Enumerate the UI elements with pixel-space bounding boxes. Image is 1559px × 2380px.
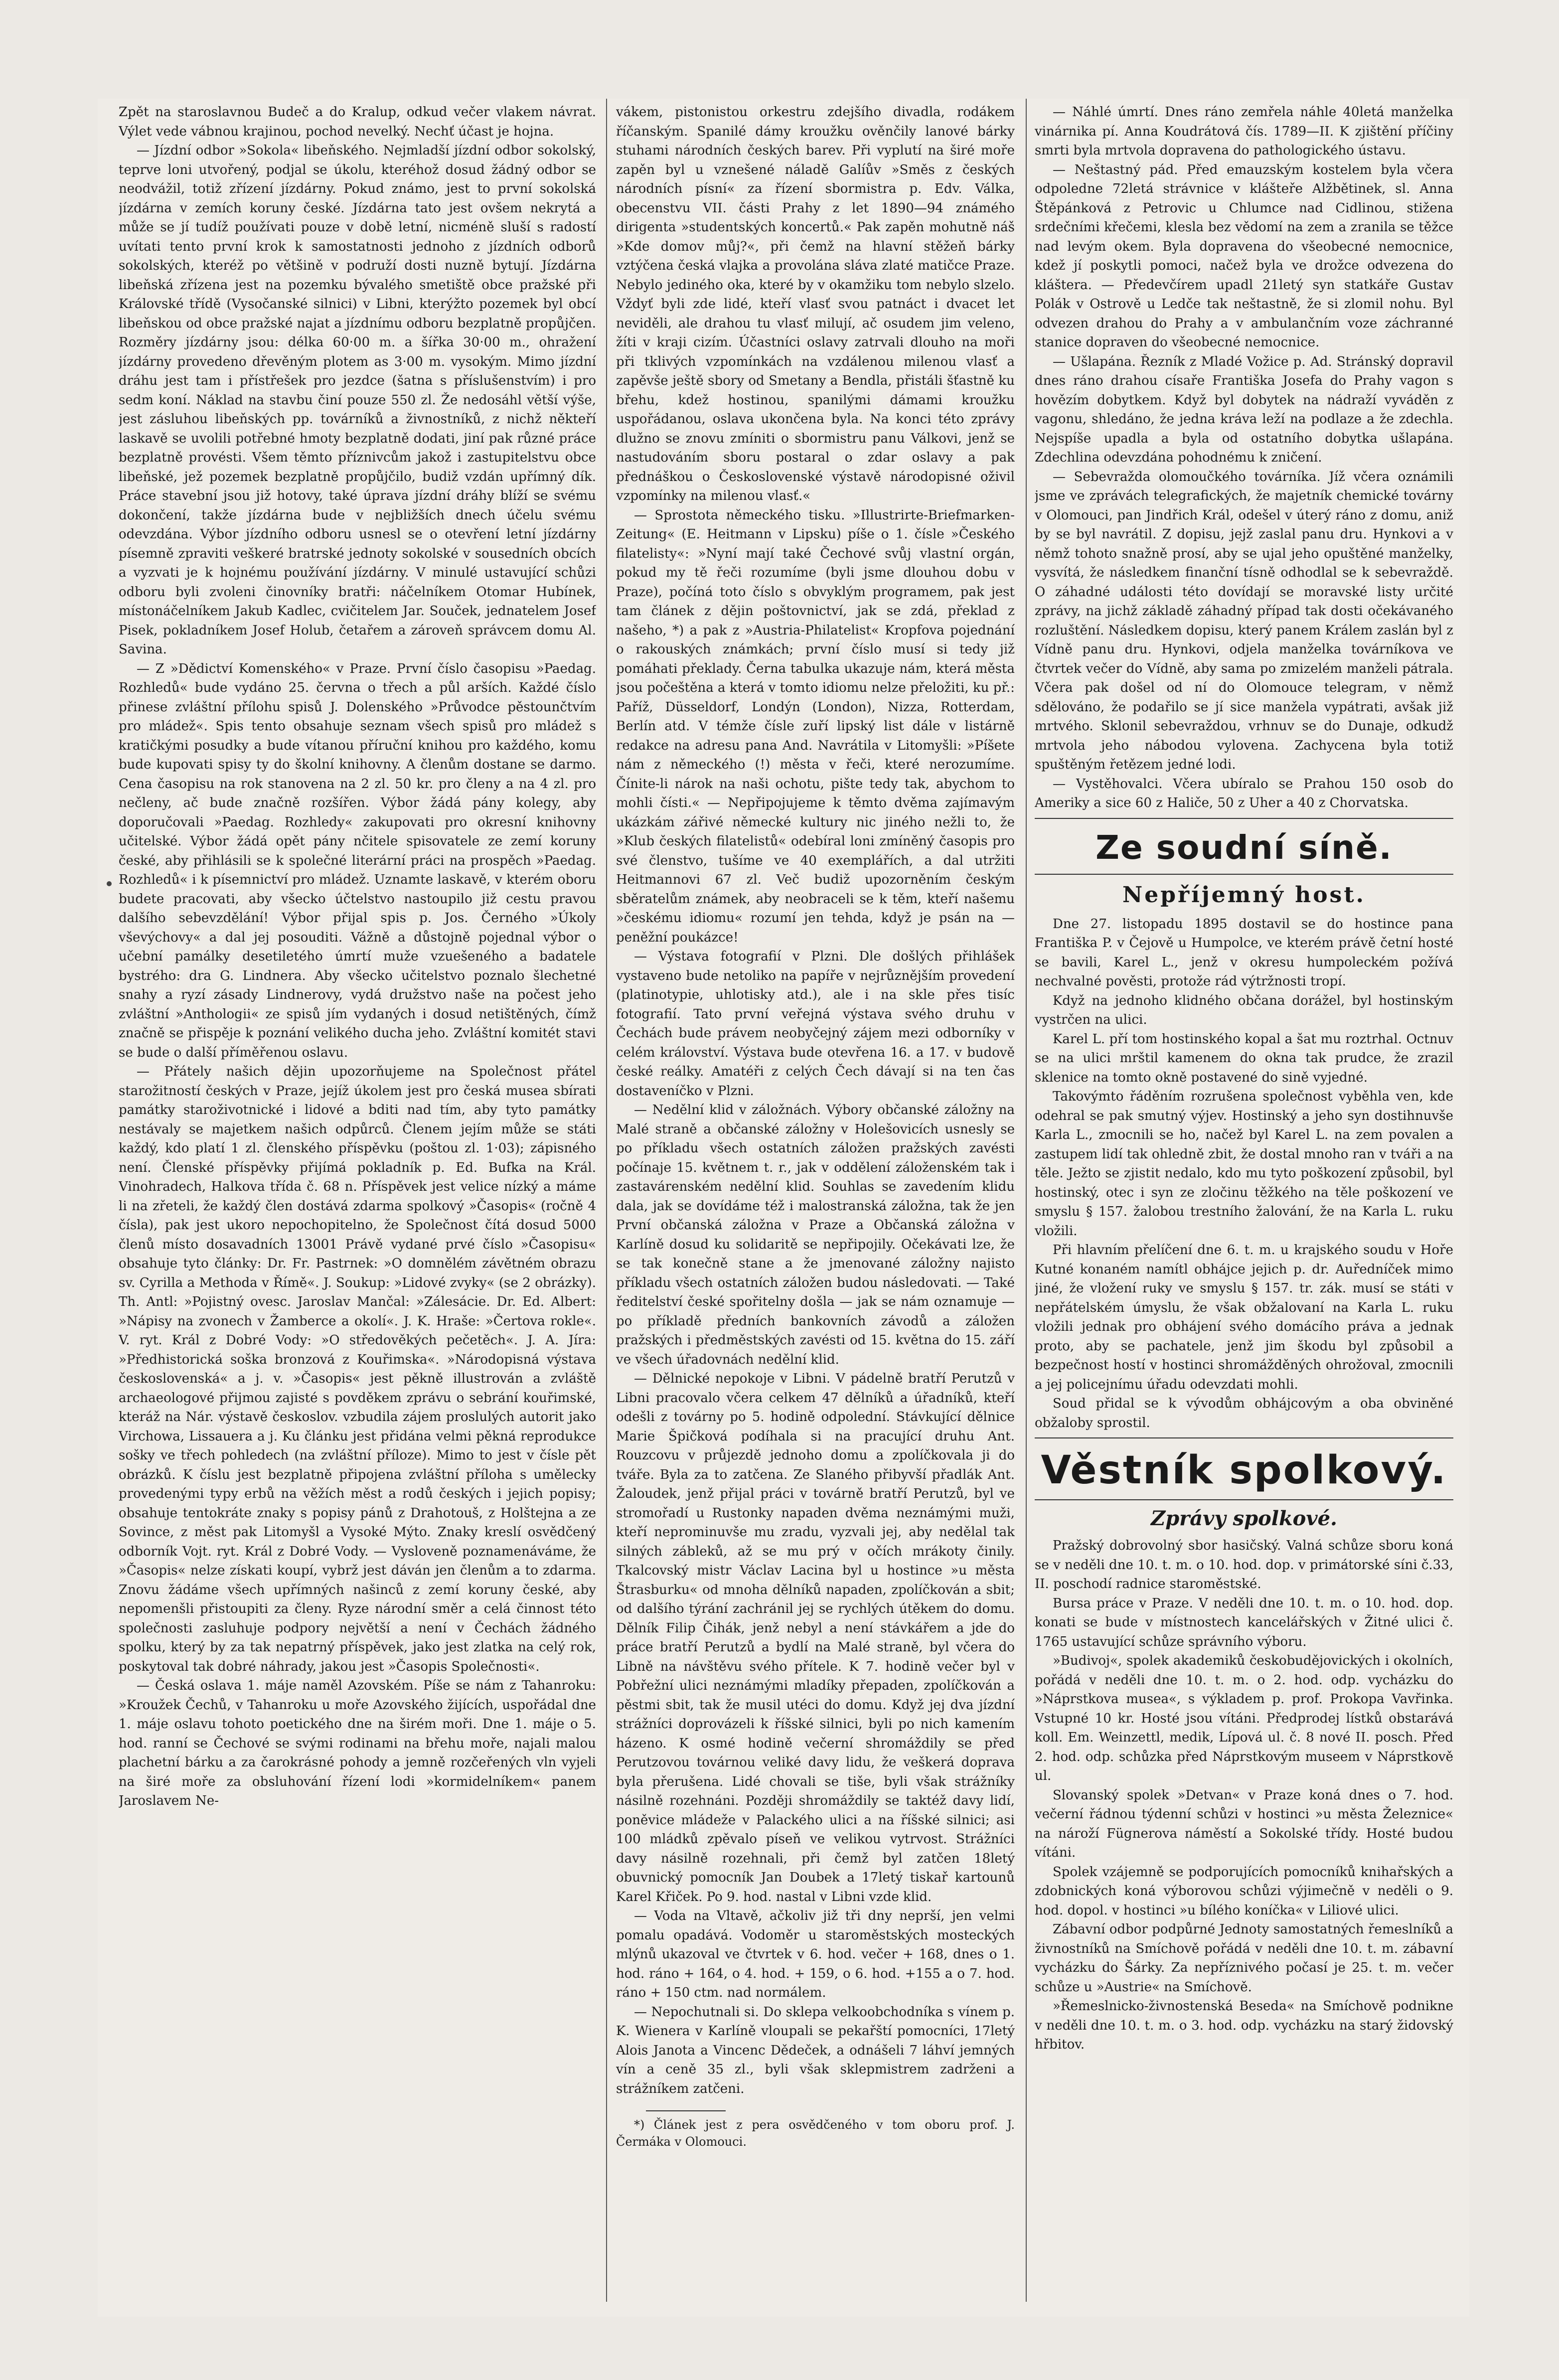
article-text: — Sebevražda olomoučkého továrníka. Jíž včera oznámili jsme ve zprávách telegrafických, že majetník chemické továrny v Olomouci, pan Jindřich Král, odešel v úterý ráno z domu, aniž by se byl navrátil. Z dopisu, jejž zaslal panu dru. Hynkovi a v němž tohoto snažně prosí, aby se ujal jeho opuštěné manželky, vysvítá, že následkem finanční tísně odhodlal se k sebevraždě. O záhadné události této dovídají se moravské listy určité zprávy, na jichž základě záhadný případ tak dosti očekávaného rozluštění. Následkem dopisu, který panem Králem zaslán byl z Vídně panu dru. Hynkovi, odjela manželka továrníkova ve čtvrtek večer do Vídně, aby sama po zmizelém manželi pátrala. Včera pak došel od ní do Olomouce telegram, v němž sdělováno, že podařilo se jí sice manžela vypátrati, avšak již mrtvého. Sklonil sebevraždou, vrhnuv se do Dunaje, odkudž mrtvola jeho nábodou vylovena. Zachycena byla totiž spuštěným řetězem jedné lodi.	[1035, 469, 1453, 772]
article-text: — Česká oslava 1. máje naměl Azovském. Píše se nám z Tahanroku: »Kroužek Čechů, v Tahanroku u moře Azovského žijících, uspořádal dne 1. máje oslavu tohoto poetického dne na širém moři. Dne 1. máje o 5. hod. ranní se Čechové se svými rodinami na břehu moře, najali malou plachetní bárku a za čarokrásné pohody a jemně rozčeřených vln vyjeli na širé moře za obsluhování řízení lodi »kormidelníkem« panem Jaroslavem Ne-	[119, 1678, 596, 1808]
article-text: Při hlavním přelíčení dne 6. t. m. u krajského soudu v Hoře Kutné konaném namítl obhájce jejich p. dr. Auředníček mimo jiné, že vložení ruky ve smyslu § 157. tr. zák. musí se státi v nepřátelském úmyslu, že však obžalovaní na Karla L. ruku vložili jednak pro obhájení svého domácího práva a jednak proto, aby se pachatele, jenž jim škodu byl způsobil a bezpečnost hostí v hostinci shromážděných ohrožoval, zmocnili a jej policejnímu úřadu odevzdati mohli.	[1035, 1243, 1453, 1392]
article-text: — Ušlapána. Řezník z Mladé Vožice p. Ad. Stránský dopravil dnes ráno drahou císaře Františka Josefa do Prahy vagon s hovězím dobytkem. Když byl dobytek na nádraží vyváděn z vagonu, shledáno, že jedna kráva leží na podlaze a že zdechla. Nejspíše upadla a byla od ostatního dobytka ušlapána. Zdechlina odevzdána pohodnému k zničení.	[1035, 354, 1453, 465]
article-text: — Neštastný pád. Před emauzským kostelem byla včera odpoledne 72letá strávnice v klášteře Alžbětinek, sl. Anna Štěpánková z Petrovic u Chlumce nad Cidlinou, stižena srdečními křečemi, klesla bez vědomí na zem a zranila se těžce nad levým okem. Byla dopravena do všeobecné nemocnice, kdež jí poskytli pomoci, načež byla ve drožce odvezena do kláštera. — Předevčírem upadl 21letý syn statkáře Gustav Polák v Ostrově u Ledče tak neštastně, že si zlomil nohu. Byl odvezen drahou do Prahy a v ambulančním voze záchranné stanice dopraven do všeobecné nemocnice.	[1035, 162, 1453, 350]
footnote-rule	[646, 2110, 726, 2111]
article-text: Pražský dobrovolný sbor hasičský. Valná schůze sboru koná se v neděli dne 10. t. m. o 10. hod. dop. v primátorské síni č.33, II. poschodí radnice staroměstské.	[1035, 1538, 1453, 1591]
article-text: Soud přidal se k vývodům obhájcovým a oba obviněné obžaloby sprostil.	[1035, 1396, 1453, 1430]
article-text: — Vystěhovalci. Včera ubíralo se Prahou 150 osob do Ameriky a sice 60 z Haliče, 50 z Uher a 40 z Chorvatska.	[1035, 776, 1453, 810]
article-text: — Dělnické nepokoje v Libni. V pádelně bratří Perutzů v Libni pracovalo včera celkem 47 dělníků a úřadníků, kteří odešli z továrny po 5. hodině odpolední. Stávkující dělnice Marie Špičková podíhala si na pracující druhu Ant. Rouzcovu v průjezdě jednoho domu a zpolíčkovala ji do tváře. Byla za to zatčena. Ze Slaného přibyvší přadlák Ant. Žaloudek, jenž přijal práci v továrně bratří Perutzů, byl ve stromořadí u Rustonky napaden dvěma neznámými muži, kteří neprominuvše mu zradu, vyzvali jej, aby nedělal tak silných zábleků, až se mu prý v očích mrákoty činily. Tkalcovský mistr Václav Lacina byl u hostince »u města Štrasburku« od mnoha dělníků napaden, zpolíčkován a sbit; od dalšího týrání zachránil jej se rychlých útěkem do domu. Dělník Filip Čihák, jenž nebyl a není stávkářem a jde do práce bratří Perutzů a bydlí na Malé straně, byl včera do Libně na návštěvu svého přítele. K 7. hodině večer byl v Pobřežní ulici neznámými mladíky přepaden, zpolíčkován a pěstmi sbit, tak že musil utéci do domu. Když jej dva jízdní strážníci doprovázeli k říšské silnici, byli po nich kamením házeno. K osmé hodině večerní shromáždily se před Perutzovou továrnou veliké davy lidu, že veškerá doprava byla přerušena. Lidé chovali se tiše, byli však strážníky násilně rozehnáni. Později shromáždily se taktéž davy lidí, poněvice mládeže v Palackého ulici a na říšské silnici; asi 100 mládků zpěvalo píseň ve velikou vytrvost. Strážníci davy násilně rozehnali, při čemž byl zatčen 18letý obuvnický pomocník Jan Doubek a 17letý tiskař kartounů Karel Křiček. Po 9. hod. nastal v Libni vzde klid.	[616, 1371, 1015, 1904]
article-text: — Nepochutnali si. Do sklepa velkoobchodníka s vínem p. K. Wienera v Karlíně vloupali se pekařští pomocníci, 17letý Alois Janota a Vincenc Dědeček, a odnášeli 7 láhví jemných vín a ceně 35 zl., byli však sklepmistrem zadrženi a strážníkem zatčeni.	[616, 2004, 1015, 2096]
article-text: — Voda na Vltavě, ačkoliv již tři dny neprší, jen velmi pomalu opadává. Vodoměr u staroměstských mosteckých mlýnů ukazoval ve čtvrtek v 6. hod. večer + 168, dnes o 1. hod. ráno + 164, o 4. hod. + 159, o 6. hod. +155 a o 7. hod. ráno + 150 ctm. nad normálem.	[616, 1908, 1015, 2000]
column-rule-1	[606, 99, 607, 2302]
section-divider	[1035, 818, 1453, 819]
column-rule-2	[1026, 99, 1027, 2302]
column-middle	[616, 103, 1015, 2311]
article-text: Slovanský spolek »Detvan« v Praze koná dnes o 7. hod. večerní řádnou týdenní schůzi v hostinci »u města Železnice« na nároží Fügnerova náměstí a Sokolské třídy. Hosté budou vítáni.	[1035, 1787, 1453, 1860]
article-text: — Přátely našich dějin upozorňujeme na Společnost přátel starožitností českých v Praze, jejíž úkolem jest pro česká musea sbírati památky staroživotnické i lidové a bditi nad tím, aby tyto památky nestávaly se majetkem našich odpůrců. Členem jejím může se státi každý, kdo platí 1 zl. členského příspěvku (poštou zl. 1·03); zápisného není. Členské příspěvky přijímá pokladník p. Ed. Bufka na Král. Vinohradech, Halkova třída č. 68 n. Příspěvek jest velice nízký a máme li na zřeteli, že každý člen dostává zdarma spolkový »Časopis« (ročně 4 čísla), pak jest ukoro nepochopitelno, že Společnost čítá dosud 5000 členů místo dosavadních 13001 Právě vydané prvé číslo »Časopisu« obsahuje tyto články: Dr. Fr. Pastrnek: »O domnělém závětném obrazu sv. Cyrilla a Methoda v Římě«. J. Soukup: »Lidové zvyky« (se 2 obrázky). Th. Antl: »Pojistný ovesс. Jaroslav Mančal: »Zálesácie. Dr. Ed. Albert: »Nápisy na zvonech v Žamberce a okolí«. J. K. Hraše: »Čertova rokle«. V. ryt. Král z Dobré Vody: »O středověkých pečetěch«. J. A. Jíra: »Předhistorická soška bronzová z Kouřimska«. »Národopisná výstava československá« a j. v. »Časopis« jest pěkně illustrován a zvláště archaeologové přijmou zajisté s povděkem zprávu o sebrání kouřimské, kteráž na Nár. výstavě českoslov. vzbudila zájem proslulých autorit jako Virchowa, Lissauera a j. Ku článku jest přidána velmi pěkná reprodukce sošky ve třech pohledech (na zvláštní příloze). Mimo to jest v čísle pět obrázků. K číslu jest bezplatně připojena zvláštní příloha s umělecky provedenými typy erbů na věžích měst a rodů českých i jejich popisy; obsahuje tentokráte znaky s popisy pánů z Drahotouš, z Holštejna a ze Sovince, z měst pak Litomyšl a Vysoké Mýto. Znaky kreslí osvědčený odborník Vojt. ryt. Král z Dobré Vody. — Vysloveně poznamenáváme, že »Časopis« nelze získati koupí, vybrž jest dáván jen členům a to zdarma. Znovu žádáme všech upřímných našinců z zemí koruny české, aby nepomenšli přistoupiti za členy. Ryze národní směr a celá činnost této společnosti zasluhuje podpory největší a není v Čechách žádného spolku, který by za tak nepatrný příspěvek, jako jest zlatka na celý rok, poskytoval tak dobré náhrady, jakou jest »Časopis Společnosti«.	[119, 1064, 596, 1674]
section-divider	[1035, 1437, 1453, 1438]
article-text: Zábavní odbor podpůrné Jednoty samostatných řemeslníků a živnostníků na Smíchově pořádá v neděli dne 10. t. m. zábavní vycházku do Šárky. Za nepříznivého počasí je 25. t. m. večer schůze u »Austrie« na Smíchově.	[1035, 1922, 1453, 1995]
footnote: *) Článek jest z pera osvědčeného v tom oboru prof. J. Čermáka v Olomouci.	[616, 2118, 1015, 2149]
article-text: »Řemeslnicko-živnostenská Beseda« na Smíchově podnikne v neděli dne 10. t. m. o 3. hod. odp. vycházku na starý židovský hřbitov.	[1035, 1999, 1453, 2052]
column-right	[1035, 103, 1453, 2311]
article-text: — Sprostota německého tisku. »Illustrirte-Briefmarken-Zeitung« (E. Heitmann v Lipsku) píše o 1. čísle »Českého filatelisty«: »Nyní mají také Čechové svůj vlastní orgán, pokud my tě řeči rozumíme (byli jsme dlouhou dobu v Praze), počíná toto číslo s obvyklým programem, pak jest tam článek z dějin poštovnictví, jak se zdá, překlad z našeho, *) a pak z »Austria-Philatelist« Kropfova pojednání o rakouských známkách; první číslo musí si tedy již pomáhati překlady. Černa tabulka ukazuje nám, která města jsou počeštěna a která v tomto idiomu nelze přeložiti, ku př.: Paříž, Düsseldorf, Londýn (London), Nizza, Rotterdam, Berlín atd. V témže čísle zuří lipský list dále v listárně redakce na adresu pana And. Navrátila v Litomyšli: »Píšete nám z německého (!) města v řeči, které nerozumíme. Čínite-li nárok na naši ochotu, pište tedy tak, abychom to mohli čísti.« — Nepřipojujeme k těmto dvěma zajímavým ukázkám zářivé německé kultury nic jiného nežli to, že »Klub českých filatelistů« odebíral loni zmíněný časopis pro své členstvo, tušíme ve 40 exemplářích, a dal utržiti Heitmannovi 67 zl. Več budiž upozorněním českým sběratelům známek, aby neobraceli se k těm, kteří našemu »českému idiomu« rozumí jen tehda, když je psán na — peněžní poukázce!	[616, 507, 1015, 945]
article-text: Bursa práce v Praze. V neděli dne 10. t. m. o 10. hod. dop. konati se bude v místnostech kancelářských v Žitné ulici č. 1765 ustavující schůze správního výboru.	[1035, 1595, 1453, 1649]
article-heading: Zprávy spolkové.	[1151, 1507, 1337, 1530]
article-text: Karel L. pří tom hostinského kopal a šat mu roztrhal. Octnuv se na ulici mrštil kamenem do okna tak prudce, že zrazil sklenice na tomto okně postavené do sině vyjedné.	[1035, 1031, 1453, 1085]
section-heading-court: Ze soudní síně.	[1095, 828, 1393, 867]
article-text: Takovýmto řáděním rozrušena společnost vyběhla ven, kde odehral se pak smutný výjev. Hostinský a jeho syn dostihnuvše Karla L., zmocnili se ho, načež byl Karel L. na zem povalen a zastupem lidí tak ohledně zbit, že dostal mnoho ran v tváři a na těle. Ježto se zjistit nedalo, kdo mu tyto poškození způsobil, byl hostinský, otec i syn ze zločinu těžkého na těle poškození ve smyslu § 157. žalobou trestního žalování, že na Karla L. ruku vložili.	[1035, 1089, 1453, 1239]
section-heading-societies: Věstník spolkový.	[1041, 1448, 1447, 1493]
article-text: — Nedělní klid v záložnách. Výbory občanské záložny na Malé straně a občanské záložny v Holešovicích usnesly se po příkladu všech ostatních záložen pražských zavésti počínaje 15. květnem t. r., jak v oddělení záloženském tak i zastavárenském nedělní klid. Souhlas se zavedením klidu dala, jak se dovídáme též i malostranská záložna, tak že jen První občanská záložna v Praze a Občanská záložna v Karlíně dosud ku solidaritě se nepřipojily. Očekávati lze, že se tak konečně stane a že jmenované záložny najisto příkladu všech ostatních záložen budou následovati. — Také ředitelství české spořitelny došla — jak se nám oznamuje — po příkladě předních bankovních závodů a záložen pražských i předměstských zavésti od 15. května do 15. září ve všech úřadovnách nedělní klid.	[616, 1103, 1015, 1367]
section-divider	[1035, 874, 1453, 875]
article-heading: Nepříjemný host.	[1122, 882, 1366, 908]
article-text: Když na jednoho klidného občana dorážel, byl hostinským vystrčen na ulici.	[1035, 993, 1453, 1027]
column-left	[119, 103, 596, 2311]
article-text: — Výstava fotografií v Plzni. Dle došlých přihlášek vystaveno bude netoliko na papíře v nejrůznějším provedení (platinotypie, uhlotisky atd.), ale i na skle přes tisíc fotografií. Tato první veřejná výstava svého druhu v Čechách bude právem neobyčejný zájem mezi odborníky v celém království. Výstava bude otevřena 16. a 17. v budově české reálky. Amatéři z celých Čech dávají si na ten čas dostaveníčko v Plzni.	[616, 949, 1015, 1099]
article-text: »Budivoj«, spolek akademiků českobudějovických i okolních, pořádá v neděli dne 10. t. m. o 2. hod. odp. vycházku do »Náprstkova musea«, s výkladem p. prof. Prokopa Vavřinka. Vstupné 10 kr. Hosté jsou vítáni. Předprodej lístků obstarává koll. Em. Weinzettl, medik, Lípová ul. č. 8 nové II. posch. Před 2. hod. odp. schůzka před Náprstkovým museem v Náprstkově ul.	[1035, 1653, 1453, 1783]
article-text: vákem, pistonistou orkestru zdejšího divadla, rodákem říčanským. Spanilé dámy kroužku ověnčily lanové bárky stuhami národních českých barev. Při vyplutí na širé moře zapěn byl u vznešené náladě Galíův »Směs z českých národních písní« za řízení sbormistra p. Edv. Válka, obecenstvu VII. části Prahy z let 1890—94 známého dirigenta »studentských koncertů.« Pak zapěn mohutně náš »Kde domov můj?«, při čemž na hlavní stěžeň bárky vztýčena česká vlajka a provolána sláva zlaté matičce Praze. Nebylo jediného oka, které by v okamžiku tom nebylo slzelo. Vždyť byli zde lidé, kteří vlasť svou patnáct i dvacet let neviděli, ale drahou tu vlasť milují, ač osudem jim velenо, žíti v kraji cizím. Účastníci oslavy zatrvali dlouho na moři při tklivých vzpomínkách na vzdálenou milenou vlasť a zapěvše ještě sbory od Smetany a Bendla, přistáli šťastně ku břehu, kdež hostinou, spanilými dámami kroužku uspořádanou, oslava ukončena byla. Na konci této zprávy dlužno se znovu zmíniti o sbormistru panu Válkovi, jenž se nastudováním sboru postaral o zdar oslavy a pak přednáškou o Československé výstavě národopisné oživil vzpomínky na milenou vlasť.«	[616, 105, 1015, 503]
article-text: — Z »Dědictví Komenského« v Praze. První číslo časopisu »Paedag. Rozhledů« bude vydáno 25. června o třech a půl arších. Každé číslo přinese zvláštní přílohu spisů J. Dolenského »Průvodce pěstounčtvím pro mládež«. Spis tento obsahuje seznam všech spisů pro mládež s kratičkými posudky a bude vítanou příruční knihou pro každého, komu bude kupovati spisy ty do školní knihovny. A členům dostane se darmo. Cena časopisu na rok stanovena na 2 zl. 50 kr. pro členy a na 4 zl. pro nečleny, ač bude značně rozšířen. Výbor žádá pány kolegy, aby doporučovali »Paedag. Rozhledy« zakupovati pro okresní knihovny učitelské. Výbor žádá opět pány nčitele spisovatele ze zemí koruny české, aby přihlásili se k společné literární práci na prospěch »Paedag. Rozhledů« i k písemnictví pro mládež. Uznamte laskavě, v kterém oboru budete pracovati, aby všecko účtelstvo nastoupilo již cestu pravou dalšího sebevzdělání! Výbor přijal spis p. Jos. Černého »Úkoly vševýchovy« a dal jej posouditi. Vážně a důstojně pojednal výbor o učební pamálky desetiletého úmrtí muže vzuešeného a badatele bystrého: dra G. Lindnera. Aby všecko učitelstvo poznalo šlechetné snahy a ryzí zásady Lindnerovy, vydá družstvo naše na počest jeho zvláštní »Anthologii« ze spisů jím vydaných i dosud netištěných, čímž značně se přispěje k poznání velikého ducha jeho. Zvláštní komitét stavi se bude o další příměřenou oslavu.	[119, 661, 596, 1060]
article-text: Zpět na staroslavnou Budeč a do Kralup, odkud večer vlakem návrat. Výlet vede vábnou krajinou, pochod nevelký. Nechť účast je hojna.	[119, 105, 596, 139]
ink-dot	[107, 881, 112, 886]
section-divider	[1035, 1499, 1453, 1500]
newspaper-page	[98, 99, 1469, 2317]
article-text: Dne 27. listopadu 1895 dostavil se do hostince pana Františka P. v Čejově u Humpolce, ve kterém právě četní hosté se bavili, Karel L., jenž v okresu humpoleckém požívá nechvalné pověsti, protože rád výtržnosti tropí.	[1035, 916, 1453, 989]
article-text: Spolek vzájemně se podporujících pomocníků knihařských a zdobnických koná výborovou schůzi výjimečně v neděli o 9. hod. dopol. v hostinci »u bílého koníčka« v Liliové ulici.	[1035, 1864, 1453, 1918]
article-text: — Jízdní odbor »Sokola« libeňského. Nejmladší jízdní odbor sokolský, teprve loni utvořený, podjal se úkolu, kteréhož dosud žádný odbor se neodvážil, totiž zřízení jízdárny. Pokud známo, jest to první sokolská jízdárna v zemích koruny české. Jízdárna tato jest ovšem nekrytá a může se jí tudíž používati pouze v době letní, nicméně sluší s radostí uvítati tento první krok k samostatnosti jednoho z jízdních odborů sokolských, kteréž po většině v podruží dosti nuzně bytují. Jízdárna libeňská zřízena jest na pozemku bývalého smetiště obce pražské při Královské třídě (Vysočanské silnici) v Libni, kterýžto pozemek byl obcí libeňskou od obce pražské najat a jízdnímu odboru bezplatně propůjčen. Rozměry jízdárny jsou: délka 60·00 m. a šířka 30·00 m., ohražení jízdárny provedeno dřevěným plotem as 3·00 m. vysokým. Mimo jízdní dráhu jest tam i přístřešek pro jezdce (šatna s příslušenstvím) i pro sedm koní. Náklad na stavbu činí pouze 550 zl. Že nedosáhl větší výše, jest zásluhou libeňských pp. továrníků a živnostníků, z nichž někteří laskavě se uvolili potřebné hmoty bezplatně dodati, jiní pak různé práce bezplatně provésti. Všem těmto příznivcům jakož i zastupitelstvu obce libeňské, jež pozemek bezplatně propůjčilo, budiž vzdán upřímný dík. Práce stavební jsou již hotovy, také úprava jízdní dráhy blíží se svému dokončení, takže jízdárna bude v nejbližších dnech účelu svému odevzdána. Výbor jízdního odboru usnesl se o otevření letní jízdárny písemně zpraviti veškeré bratrské jednoty sokolské v sousedních obcích a vyzvati je k hojnému používání jízdárny. V minulé ustavující schůzi odboru byli zvoleni činovníky bratři: náčelníkem Otomar Hubínek, místonáčelníkem Jakub Kadlec, cvičitelem Jar. Souček, jednatelem Josef Pisek, pokladníkem Josef Holub, četařem a zároveň správcem domu Al. Savina.	[119, 143, 596, 657]
article-text: — Náhlé úmrtí. Dnes ráno zemřela náhle 40letá manželka vinárnika pí. Anna Koudrátová čís. 1789—II. K zjištění příčiny smrti byla mrtvola dopravena do pathologického ústavu.	[1035, 105, 1453, 158]
